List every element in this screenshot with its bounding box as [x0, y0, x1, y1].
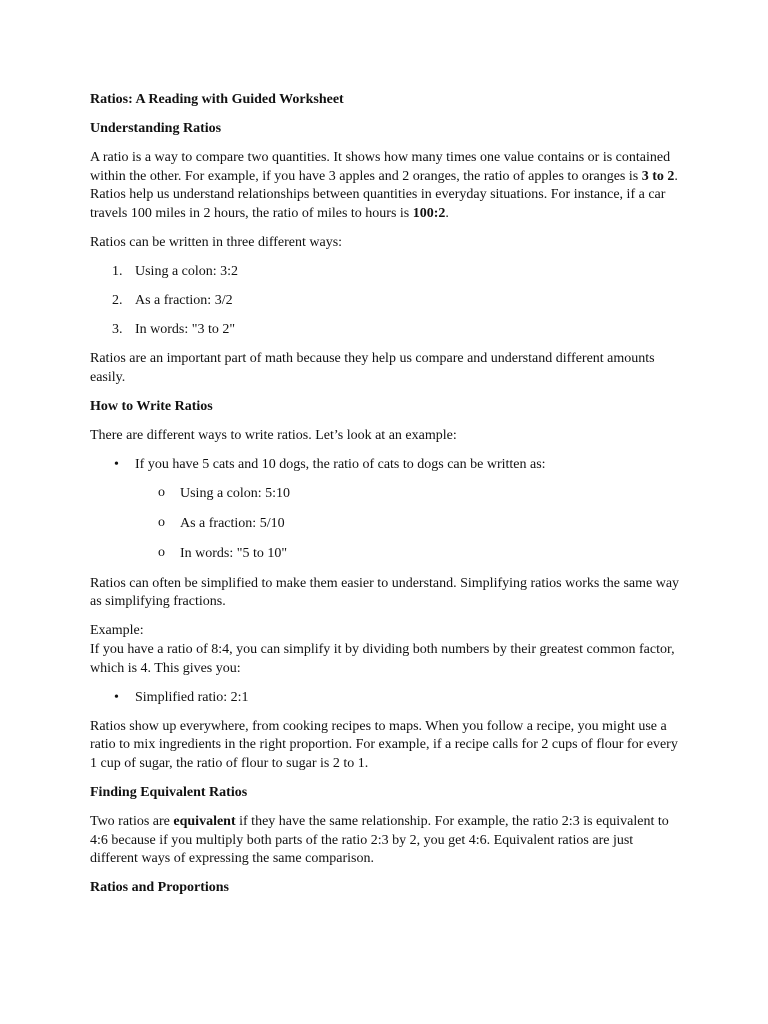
list-item-text: If you have 5 cats and 10 dogs, the ratio of cats to dogs can be written as:	[135, 457, 546, 473]
example-text: If you have a ratio of 8:4, you can simplify it by dividing both numbers by their greatest common factor, which is 4. This gives you:	[90, 642, 675, 676]
bold-run: equivalent	[173, 814, 236, 830]
paragraph-simplifying: Ratios can often be simplified to make them easier to understand. Simplifying ratios works the same way as simplifying fractions.	[90, 575, 680, 610]
list-item	[90, 321, 680, 340]
list-item	[90, 456, 680, 563]
list-number: 3.	[112, 322, 123, 338]
paragraph-equivalent	[90, 813, 680, 869]
circle-bullet-icon: o	[158, 515, 165, 531]
bold-run: 3 to 2	[641, 168, 675, 184]
bullet-list	[90, 456, 680, 563]
paragraph-intro-example: There are different ways to write ratios. Let’s look at an example:	[90, 428, 457, 444]
list-item	[90, 689, 680, 708]
bullet-icon: •	[114, 457, 119, 473]
sub-list-item	[135, 545, 680, 564]
paragraph-example	[90, 622, 680, 678]
text-run: A ratio is a way to compare two quantities. It shows how many times one value contains or is contained within the other. For example, if you have 3 apples and 2 oranges, the ratio of apples to oranges is	[90, 150, 671, 184]
paragraph-ways-to-write: Ratios can be written in three different ways:	[90, 235, 343, 251]
document-page	[90, 91, 680, 909]
list-item-text: Using a colon: 3:2	[135, 264, 239, 280]
numbered-list	[90, 263, 680, 340]
list-item-text: In words: "3 to 2"	[135, 322, 236, 338]
heading-understanding-ratios: Understanding Ratios	[90, 121, 222, 137]
sub-list-item-text: As a fraction: 5/10	[180, 516, 285, 532]
heading-ratios-and-proportions: Ratios and Proportions	[90, 880, 229, 896]
paragraph-importance: Ratios are an important part of math because they help us compare and understand different amounts easily.	[90, 351, 655, 386]
text-run: . Ratios help us understand relationships between quantities in everyday situations. For instance, if a car travels 100 miles in 2 hours, the ratio of miles to hours is	[90, 168, 678, 221]
heading-equivalent-ratios: Finding Equivalent Ratios	[90, 785, 248, 801]
paragraph-everyday-ratios: Ratios show up everywhere, from cooking recipes to maps. When you follow a recipe, you might use a ratio to mix ingredients in the right proportion. For example, if a recipe calls for 2 cups of flour for every 1 cup of sugar, the ratio of flour to sugar is 2 to 1.	[90, 718, 678, 771]
bullet-icon: •	[114, 689, 119, 705]
example-label: Example:	[90, 623, 144, 639]
text-run: Two ratios are	[90, 814, 174, 830]
list-number: 1.	[112, 264, 123, 280]
circle-bullet-icon: o	[158, 544, 165, 560]
list-item	[90, 292, 680, 311]
list-item-text: Simplified ratio: 2:1	[135, 689, 249, 705]
circle-bullet-icon: o	[158, 485, 165, 501]
bullet-list	[90, 689, 680, 708]
list-item	[90, 263, 680, 282]
list-number: 2.	[112, 293, 123, 309]
sub-list-item-text: Using a colon: 5:10	[180, 486, 291, 502]
heading-how-to-write: How to Write Ratios	[90, 399, 213, 415]
bold-run: 100:2	[412, 205, 446, 221]
text-run: if they have the same relationship. For example, the ratio 2:3 is equivalent to 4:6 because if you multiply both parts of the ratio 2:3 by 2, you get 4:6. Equivalent ratios are just different ways of expressing the same comparison.	[90, 814, 669, 867]
sub-list-item	[135, 515, 680, 534]
paragraph-ratio-definition	[90, 149, 680, 223]
sub-list-item	[135, 485, 680, 504]
sub-list-item-text: In words: "5 to 10"	[180, 545, 288, 561]
text-run: .	[445, 205, 449, 221]
sub-list	[135, 485, 680, 563]
document-title: Ratios: A Reading with Guided Worksheet	[90, 92, 344, 107]
list-item-text: As a fraction: 3/2	[135, 293, 233, 309]
